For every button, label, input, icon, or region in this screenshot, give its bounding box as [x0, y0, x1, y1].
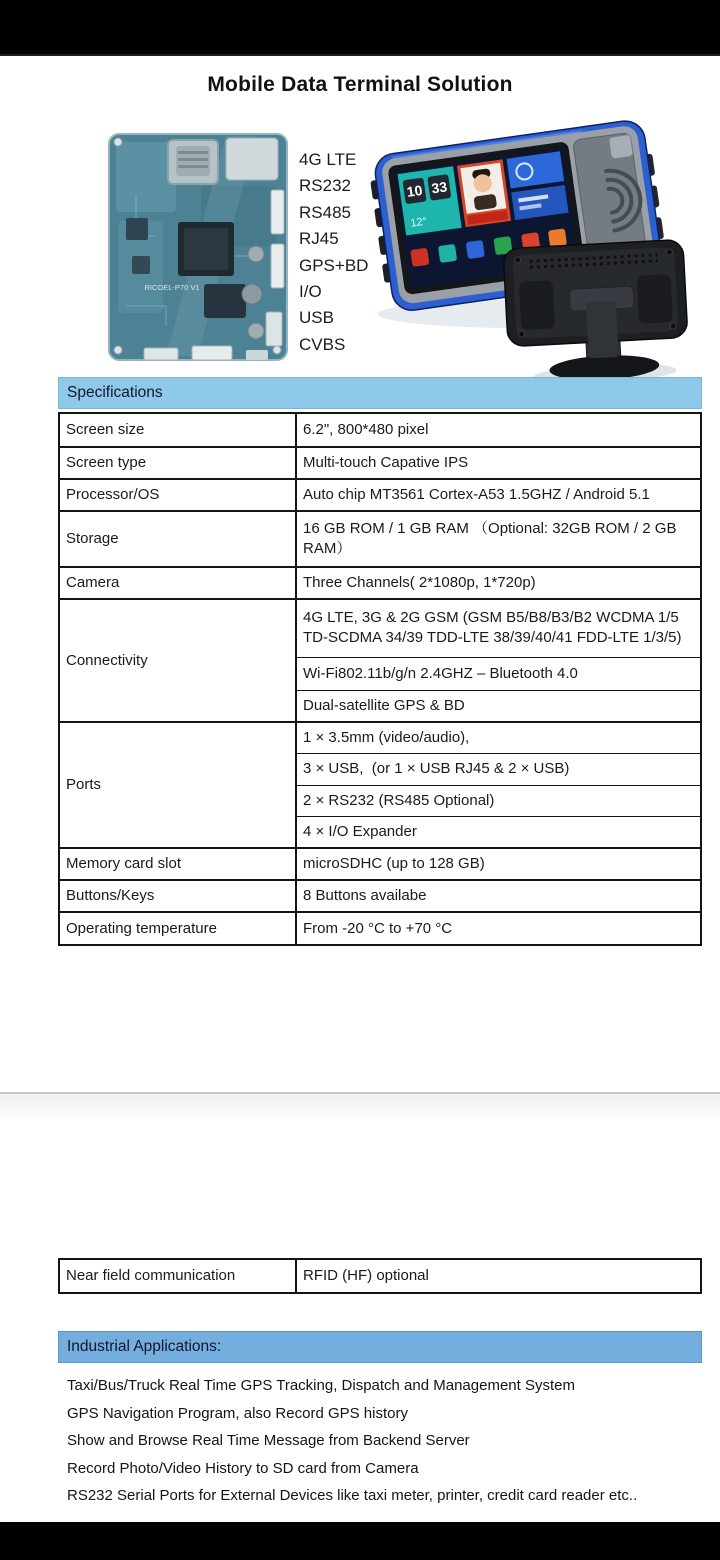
app-icon [466, 240, 485, 259]
spec-value: Wi-Fi802.11b/g/n 2.4GHZ – Bluetooth 4.0 [296, 657, 701, 690]
nfc-label: Near field communication [59, 1259, 296, 1293]
spec-label: Operating temperature [59, 912, 296, 945]
spec-label: Screen type [59, 447, 296, 479]
table-row [59, 447, 701, 479]
spec-label: Ports [59, 722, 296, 848]
table-row [59, 880, 701, 912]
nfc-value: RFID (HF) optional [296, 1259, 701, 1293]
feature-item: GPS+BD [299, 255, 369, 275]
page-title: Mobile Data Terminal Solution [207, 73, 513, 96]
application-item: Taxi/Bus/Truck Real Time GPS Tracking, Dispatch and Management System [67, 1377, 575, 1394]
spec-value: 4G LTE, 3G & 2G GSM (GSM B5/B8/B3/B2 WCDMA 1/5 TD-SCDMA 34/39 TDD-LTE 38/39/40/41 FDD-LTE 1/3/5) [296, 599, 701, 657]
application-item: RS232 Serial Ports for External Devices like taxi meter, printer, credit card reader etc.. [67, 1487, 638, 1505]
application-item: Record Photo/Video History to SD card from Camera [67, 1459, 419, 1477]
spec-value: 4 × I/O Expander [296, 816, 701, 848]
spec-label: Storage [59, 511, 296, 567]
interface-feature-list [299, 147, 368, 358]
feature-item: RS232 [299, 176, 351, 196]
specifications-header-label: Specifications [67, 384, 163, 401]
clock-hours: 10 [405, 181, 424, 200]
clock-minutes: 33 [430, 178, 449, 197]
feature-item: 4G LTE [299, 150, 357, 169]
table-row [59, 567, 701, 599]
application-item: Show and Browse Real Time Message from Backend Server [67, 1432, 470, 1450]
spec-value: Auto chip MT3561 Cortex-A53 1.5GHZ / Android 5.1 [296, 479, 701, 511]
spec-label: Camera [59, 567, 296, 599]
spec-label: Screen size [59, 413, 296, 447]
spec-value: Dual-satellite GPS & BD [296, 690, 701, 722]
spec-value: Three Channels( 2*1080p, 1*720p) [296, 567, 701, 599]
spec-label: Processor/OS [59, 479, 296, 511]
pcb-image [106, 126, 292, 368]
applications-list [67, 1372, 697, 1510]
spec-value: microSDHC (up to 128 GB) [296, 848, 701, 880]
table-row [59, 511, 701, 567]
device-image [370, 106, 704, 382]
spec-value: 1 × 3.5mm (video/audio), [296, 722, 701, 753]
device-back-image [503, 239, 690, 382]
spec-value: 6.2", 800*480 pixel [296, 413, 701, 447]
spec-value: 2 × RS232 (RS485 Optional) [296, 785, 701, 816]
weather-temperature: 12° [409, 215, 428, 230]
feature-item: I/O [299, 282, 322, 302]
camera-button [608, 134, 633, 159]
app-icon [410, 248, 429, 267]
spec-value: From -20 °C to +70 °C [296, 912, 701, 945]
application-item: GPS Navigation Program, also Record GPS history [67, 1404, 408, 1422]
spec-label: Buttons/Keys [59, 880, 296, 912]
table-row [59, 848, 701, 880]
applications-header-bar [58, 1331, 702, 1363]
app-icon [438, 244, 457, 263]
app-icon [548, 228, 567, 247]
table-row [59, 722, 701, 753]
table-row [59, 1259, 701, 1293]
table-row [59, 599, 701, 657]
page-break-band [0, 1094, 720, 1118]
letterbox-top-bar [0, 0, 720, 54]
spec-value: 3 × USB, (or 1 × USB RJ45 & 2 × USB) [296, 753, 701, 785]
specifications-header-bar [58, 377, 702, 409]
applications-header-label: Industrial Applications: [67, 1338, 222, 1355]
spec-value: 8 Buttons availabe [296, 880, 701, 912]
table-row [59, 912, 701, 945]
feature-item: CVBS [299, 334, 346, 354]
letterbox-bottom-bar [0, 1522, 720, 1560]
spec-label: Connectivity [59, 599, 296, 722]
spec-label: Memory card slot [59, 848, 296, 880]
nfc-table [58, 1258, 702, 1294]
spec-value: 16 GB ROM / 1 GB RAM （Optional: 32GB ROM / 2 GB RAM） [296, 511, 701, 567]
feature-item: RJ45 [299, 229, 339, 249]
feature-item: USB [299, 308, 334, 328]
pcb-label: RICOEL-P70 V1 [144, 283, 200, 292]
specifications-table [58, 412, 702, 946]
spec-value: Multi-touch Capative IPS [296, 447, 701, 479]
table-row [59, 479, 701, 511]
feature-item: RS485 [299, 202, 351, 222]
table-row [59, 413, 701, 447]
